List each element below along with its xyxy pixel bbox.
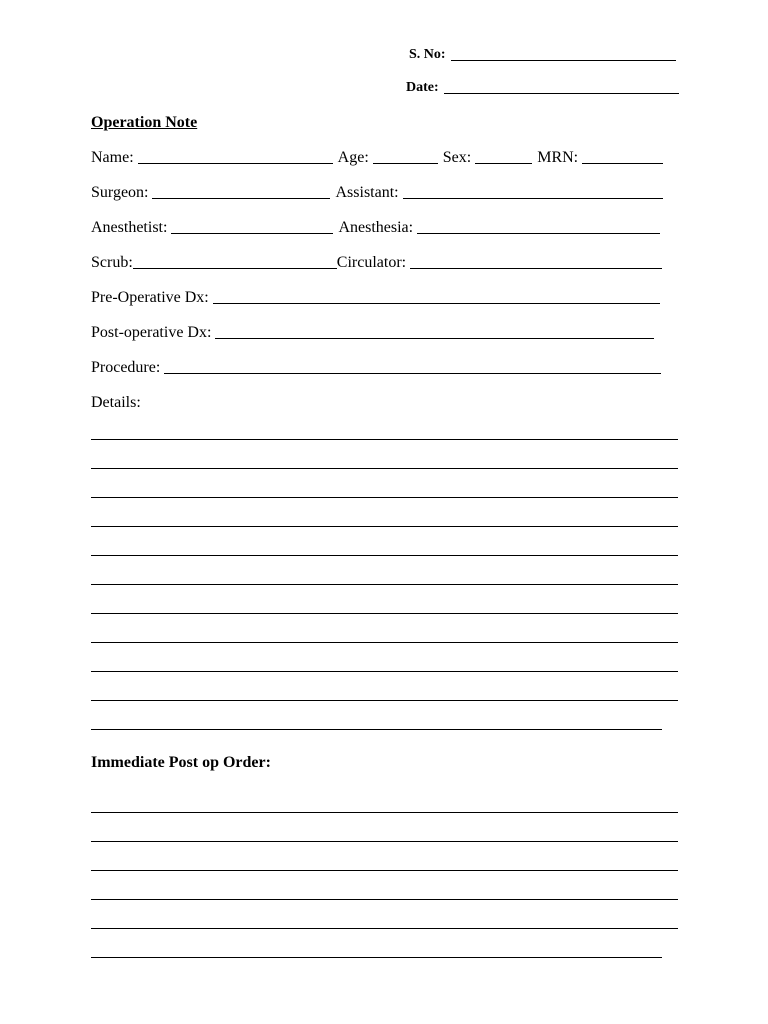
anesthesia-label: Anesthesia:: [338, 219, 414, 236]
name-label: Name:: [91, 149, 134, 166]
age-field[interactable]: [373, 163, 438, 164]
details-write-line[interactable]: [91, 526, 678, 527]
details-write-line[interactable]: [91, 671, 678, 672]
patient-info-row: [91, 148, 668, 168]
details-write-line[interactable]: [91, 555, 678, 556]
assistant-field[interactable]: [403, 198, 663, 199]
post-op-dx-label: Post-operative Dx:: [91, 324, 212, 341]
date-field[interactable]: [444, 92, 679, 94]
details-write-line[interactable]: [91, 468, 678, 469]
mrn-label: MRN:: [537, 149, 579, 166]
circulator-label: Circulator:: [336, 254, 407, 271]
serial-number-row: [409, 47, 676, 63]
surgeon-field[interactable]: [152, 198, 330, 199]
details-write-line[interactable]: [91, 584, 678, 585]
scrub-field[interactable]: [133, 268, 337, 269]
post-op-order-write-line[interactable]: [91, 899, 678, 900]
post-op-dx-row: [91, 323, 659, 343]
post-op-order-title: Immediate Post op Order:: [91, 754, 271, 771]
scrub-label: Scrub:: [91, 254, 133, 271]
scrub-row: [91, 253, 667, 273]
anesthetist-label: Anesthetist:: [91, 219, 168, 236]
anesthesia-row: [91, 218, 665, 238]
procedure-label: Procedure:: [91, 359, 161, 376]
details-write-line[interactable]: [91, 642, 678, 643]
post-op-order-write-line[interactable]: [91, 870, 678, 871]
procedure-row: [91, 358, 666, 378]
form-title: Operation Note: [91, 114, 198, 131]
post-op-order-write-line[interactable]: [91, 812, 678, 813]
details-write-line[interactable]: [91, 439, 678, 440]
date-label: Date:: [406, 80, 439, 95]
details-write-line[interactable]: [91, 729, 662, 730]
assistant-label: Assistant:: [335, 184, 399, 201]
post-op-order-write-line[interactable]: [91, 957, 662, 958]
post-op-order-write-line[interactable]: [91, 841, 678, 842]
name-field[interactable]: [138, 163, 333, 164]
surgeon-row: [91, 183, 668, 203]
serial-number-label: S. No:: [409, 47, 446, 62]
anesthetist-field[interactable]: [171, 233, 333, 234]
pre-op-dx-field[interactable]: [213, 303, 660, 304]
date-row: [406, 80, 679, 96]
sex-label: Sex:: [442, 149, 472, 166]
mrn-field[interactable]: [582, 163, 663, 164]
anesthesia-field[interactable]: [417, 233, 660, 234]
post-op-dx-field[interactable]: [215, 338, 654, 339]
details-write-line[interactable]: [91, 700, 678, 701]
details-write-line[interactable]: [91, 497, 678, 498]
procedure-field[interactable]: [164, 373, 661, 374]
circulator-field[interactable]: [410, 268, 662, 269]
details-label: Details:: [91, 394, 141, 411]
pre-op-dx-row: [91, 288, 665, 308]
post-op-order-write-line[interactable]: [91, 928, 678, 929]
pre-op-dx-label: Pre-Operative Dx:: [91, 289, 209, 306]
surgeon-label: Surgeon:: [91, 184, 149, 201]
details-write-line[interactable]: [91, 613, 678, 614]
serial-number-field[interactable]: [451, 59, 676, 61]
age-label: Age:: [337, 149, 369, 166]
sex-field[interactable]: [475, 163, 532, 164]
